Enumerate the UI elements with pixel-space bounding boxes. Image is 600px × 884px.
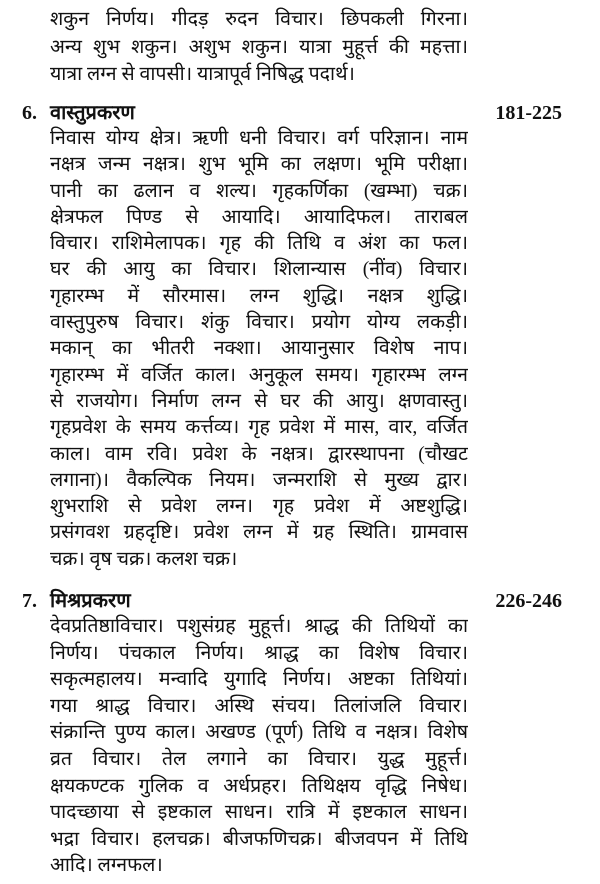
text-line: विचार। राशिमेलापक। गृह की तिथि व अंश का फल। xyxy=(50,233,468,255)
text-line: निवास योग्य क्षेत्र। ऋणी धनी विचार। वर्ग परिज्ञान। नाम xyxy=(50,128,468,149)
section-number: 7. xyxy=(22,590,37,612)
text-line: क्षेत्रफल पिण्ड से आयादि। आयादिफल। ताराबल xyxy=(50,206,468,228)
text-line: देवप्रतिष्ठाविचार। पशुसंग्रह मुहूर्त्त। श्राद्ध की तिथियों का xyxy=(50,616,468,637)
section-number: 6. xyxy=(22,102,37,124)
text-line: संक्रान्ति पुण्य काल। अखण्ड (पूर्ण) तिथि व नक्षत्र। विशेष xyxy=(50,722,468,744)
section-page-range: 181-225 xyxy=(495,102,562,124)
section-title: वास्तुप्रकरण xyxy=(50,102,135,124)
text-line: क्षयकण्टक गुलिक व अर्धप्रहर। तिथिक्षय वृद्धि निषेध। xyxy=(50,775,468,797)
text-line: सकृत्महालय। मन्वादि युगादि निर्णय। अष्टका तिथियां। xyxy=(50,669,468,691)
section-heading-6 xyxy=(22,99,562,127)
intro-text xyxy=(50,6,468,89)
text-line: गृहारम्भ में सौरमास। लग्न शुद्धि। नक्षत्र शुद्धि। xyxy=(50,285,468,307)
section-page-range: 226-246 xyxy=(495,590,562,612)
section-title: मिश्रप्रकरण xyxy=(50,590,131,612)
text-line: गया श्राद्ध विचार। अस्थि संचय। तिलांजलि विचार। xyxy=(50,695,468,717)
text-line: शुभराशि से प्रवेश लग्न। गृह प्रवेश में अष्टशुद्धि। xyxy=(50,496,468,518)
section-heading-7 xyxy=(22,587,562,615)
text-line: वास्तुपुरुष विचार। शंकु विचार। प्रयोग योग्य लकड़ी। xyxy=(50,312,468,334)
text-line: गृहप्रवेश के समय कर्त्तव्य। गृह प्रवेश में मास, वार, वर्जित xyxy=(50,417,468,439)
text-line: प्रसंगवश ग्रहदृष्टि। प्रवेश लग्न में ग्रह स्थिति। ग्रामवास xyxy=(50,522,468,544)
text-line: से राजयोग। निर्माण लग्न से घर की आयु। क्षणवास्तु। xyxy=(50,390,468,412)
section-body-6 xyxy=(50,126,468,573)
text-line: अन्य शुभ शकुन। अशुभ शकुन। यात्रा मुहूर्त्त की महत्ता। xyxy=(50,36,468,58)
text-line: निर्णय। पंचकाल निर्णय। श्राद्ध का विशेष विचार। xyxy=(50,642,468,664)
text-line: नक्षत्र जन्म नक्षत्र। शुभ भूमि का लक्षण। भूमि परीक्षा। xyxy=(50,154,468,176)
text-line: शकुन निर्णय। गीदड़ रुदन विचार। छिपकली गिरना। xyxy=(50,9,468,30)
text-line: काल। वाम रवि। प्रवेश के नक्षत्र। द्वारस्थापना (चौखट xyxy=(50,443,468,465)
text-line: घर की आयु का विचार। शिलान्यास (नींव) विचार। xyxy=(50,259,468,281)
text-line: भद्रा विचार। हलचक्र। बीजफणिचक्र। बीजवपन में तिथि xyxy=(50,828,468,850)
section-body-7 xyxy=(50,614,468,880)
text-line: आदि। लग्नफल। xyxy=(50,855,163,877)
text-line: व्रत विचार। तेल लगाने का विचार। युद्ध मुहूर्त्त। xyxy=(50,748,468,770)
text-line: चक्र। वृष चक्र। कलश चक्र। xyxy=(50,548,238,570)
text-line: पानी का ढलान व शल्य। गृहकर्णिका (खम्भा) चक्र। xyxy=(50,180,468,202)
text-line: यात्रा लग्न से वापसी। यात्रापूर्व निषिद्ध पदार्थ। xyxy=(50,64,355,85)
text-line: मकान् का भीतरी नक्शा। आयानुसार विशेष नाप। xyxy=(50,338,468,360)
text-line: लगाना)। वैकल्पिक नियम। जन्मराशि से मुख्य द्वार। xyxy=(50,469,468,491)
text-line: पादच्छाया से इष्टकाल साधन। रात्रि में इष्टकाल साधन। xyxy=(50,802,468,824)
text-line: गृहारम्भ में वर्जित काल। अनुकूल समय। गृहारम्भ लग्न xyxy=(50,364,468,386)
